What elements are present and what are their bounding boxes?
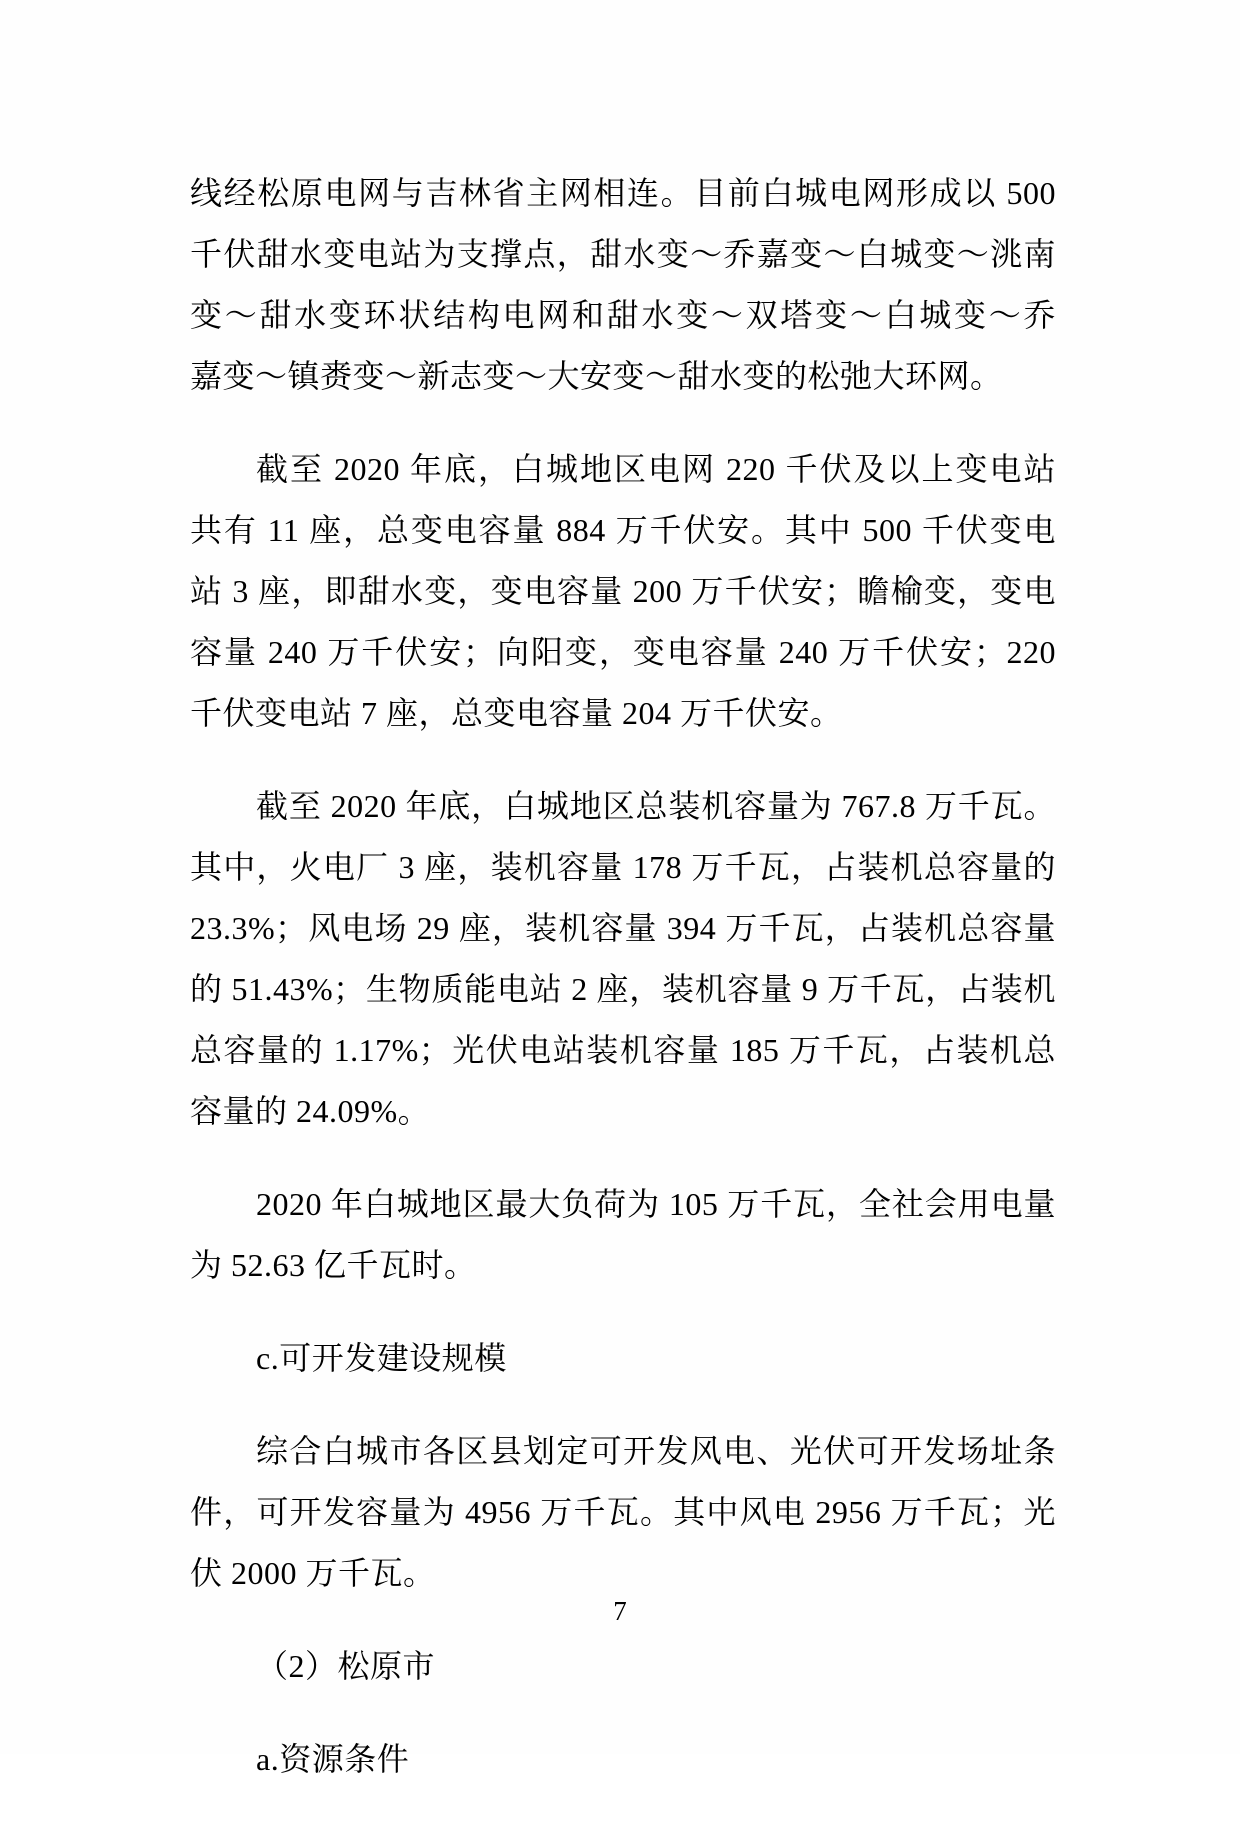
text-line: 总容量的 1.17%；光伏电站装机容量 185 万千瓦，占装机总 <box>190 1032 1056 1068</box>
page-number: 7 <box>613 1596 627 1626</box>
text-line: 为 52.63 亿千瓦时。 <box>190 1247 477 1283</box>
text-line: c.可开发建设规模 <box>256 1340 507 1376</box>
text-line: 线经松原电网与吉林省主网相连。目前白城电网形成以 500 <box>190 175 1056 211</box>
text-line: a.资源条件 <box>256 1741 410 1777</box>
document-text-block <box>190 163 1056 1822</box>
text-line: 嘉变～镇赉变～新志变～大安变～甜水变的松弛大环网。 <box>190 358 1003 394</box>
text-line: 容量 240 万千伏安；向阳变，变电容量 240 万千伏安；220 <box>190 634 1056 670</box>
text-line: 的 51.43%；生物质能电站 2 座，装机容量 9 万千瓦，占装机 <box>190 971 1056 1007</box>
text-line: 23.3%；风电场 29 座，装机容量 394 万千瓦，占装机总容量 <box>190 910 1056 946</box>
text-line: 其中，火电厂 3 座，装机容量 178 万千瓦，占装机总容量的 <box>190 849 1056 885</box>
text-line: 伏 2000 万千瓦。 <box>190 1555 436 1591</box>
text-line: 千伏甜水变电站为支撑点，甜水变～乔嘉变～白城变～洮南 <box>190 236 1056 272</box>
text-line: 千伏变电站 7 座，总变电容量 204 万千伏安。 <box>190 695 843 731</box>
text-line: 件，可开发容量为 4956 万千瓦。其中风电 2956 万千瓦；光 <box>190 1494 1056 1530</box>
text-line: 站 3 座，即甜水变，变电容量 200 万千伏安；瞻榆变，变电 <box>190 573 1056 609</box>
text-line: 容量的 24.09%。 <box>190 1093 431 1129</box>
text-line: 变～甜水变环状结构电网和甜水变～双塔变～白城变～乔 <box>190 297 1056 333</box>
text-line: 综合白城市各区县划定可开发风电、光伏可开发场址条 <box>256 1433 1056 1469</box>
text-line: 共有 11 座，总变电容量 884 万千伏安。其中 500 千伏变电 <box>190 512 1056 548</box>
text-line: （2）松原市 <box>256 1648 436 1684</box>
text-line: 2020 年白城地区最大负荷为 105 万千瓦，全社会用电量 <box>256 1186 1056 1222</box>
text-line: 截至 2020 年底，白城地区电网 220 千伏及以上变电站 <box>256 451 1056 487</box>
text-line: 截至 2020 年底，白城地区总装机容量为 767.8 万千瓦。 <box>256 788 1056 824</box>
